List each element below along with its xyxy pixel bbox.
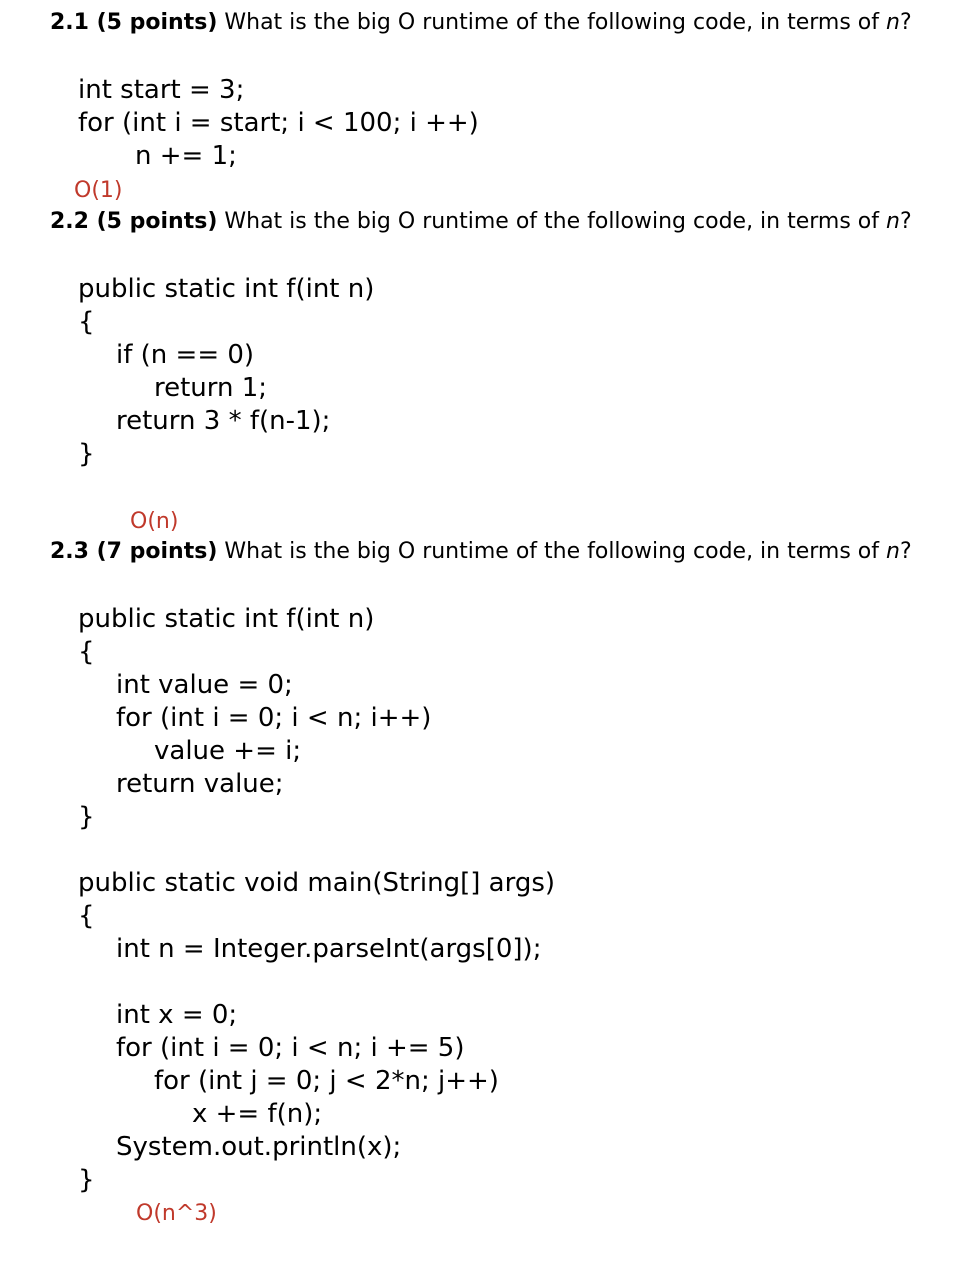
code-line: public static void main(String[] args) — [78, 868, 556, 898]
code-line: public static int f(int n) — [78, 274, 375, 304]
question-text: What is the big O runtime of the following code, in terms of — [217, 539, 887, 564]
question-2-2 — [50, 209, 912, 234]
question-number: 2.1 (5 points) — [50, 10, 218, 35]
code-line: } — [78, 802, 95, 832]
question-2-3 — [50, 539, 912, 564]
code-line: value += i; — [154, 736, 302, 766]
code-line: System.out.println(x); — [116, 1132, 402, 1162]
answer-2-1: O(1) — [74, 178, 123, 203]
code-line: return value; — [116, 769, 284, 799]
question-number: 2.2 (5 points) — [50, 209, 218, 234]
question-variable: n — [886, 209, 900, 234]
code-line: } — [78, 1165, 95, 1195]
code-line: { — [78, 637, 95, 667]
code-line: int x = 0; — [116, 1000, 238, 1030]
question-number: 2.3 (7 points) — [50, 539, 218, 564]
code-line: x += f(n); — [192, 1099, 323, 1129]
code-line: public static int f(int n) — [78, 604, 375, 634]
question-mark: ? — [899, 539, 912, 564]
code-line: if (n == 0) — [116, 340, 255, 370]
code-line: int start = 3; — [78, 75, 245, 105]
code-line: for (int i = 0; i < n; i += 5) — [116, 1033, 465, 1063]
code-line: int value = 0; — [116, 670, 293, 700]
question-mark: ? — [899, 10, 912, 35]
question-text: What is the big O runtime of the following code, in terms of — [217, 10, 887, 35]
answer-2-2: O(n) — [130, 509, 179, 534]
code-line: { — [78, 307, 95, 337]
code-line: { — [78, 901, 95, 931]
question-variable: n — [886, 539, 900, 564]
code-line: for (int i = start; i < 100; i ++) — [78, 108, 479, 138]
question-2-1 — [50, 10, 912, 35]
question-mark: ? — [899, 209, 912, 234]
answer-2-3: O(n^3) — [136, 1201, 217, 1226]
code-line: for (int j = 0; j < 2*n; j++) — [154, 1066, 499, 1096]
code-line: return 3 * f(n-1); — [116, 406, 331, 436]
code-line: n += 1; — [135, 141, 237, 171]
question-text: What is the big O runtime of the following code, in terms of — [217, 209, 887, 234]
code-line: for (int i = 0; i < n; i++) — [116, 703, 432, 733]
question-variable: n — [886, 10, 900, 35]
code-line: return 1; — [154, 373, 268, 403]
code-line: } — [78, 439, 95, 469]
code-line: int n = Integer.parseInt(args[0]); — [116, 934, 542, 964]
